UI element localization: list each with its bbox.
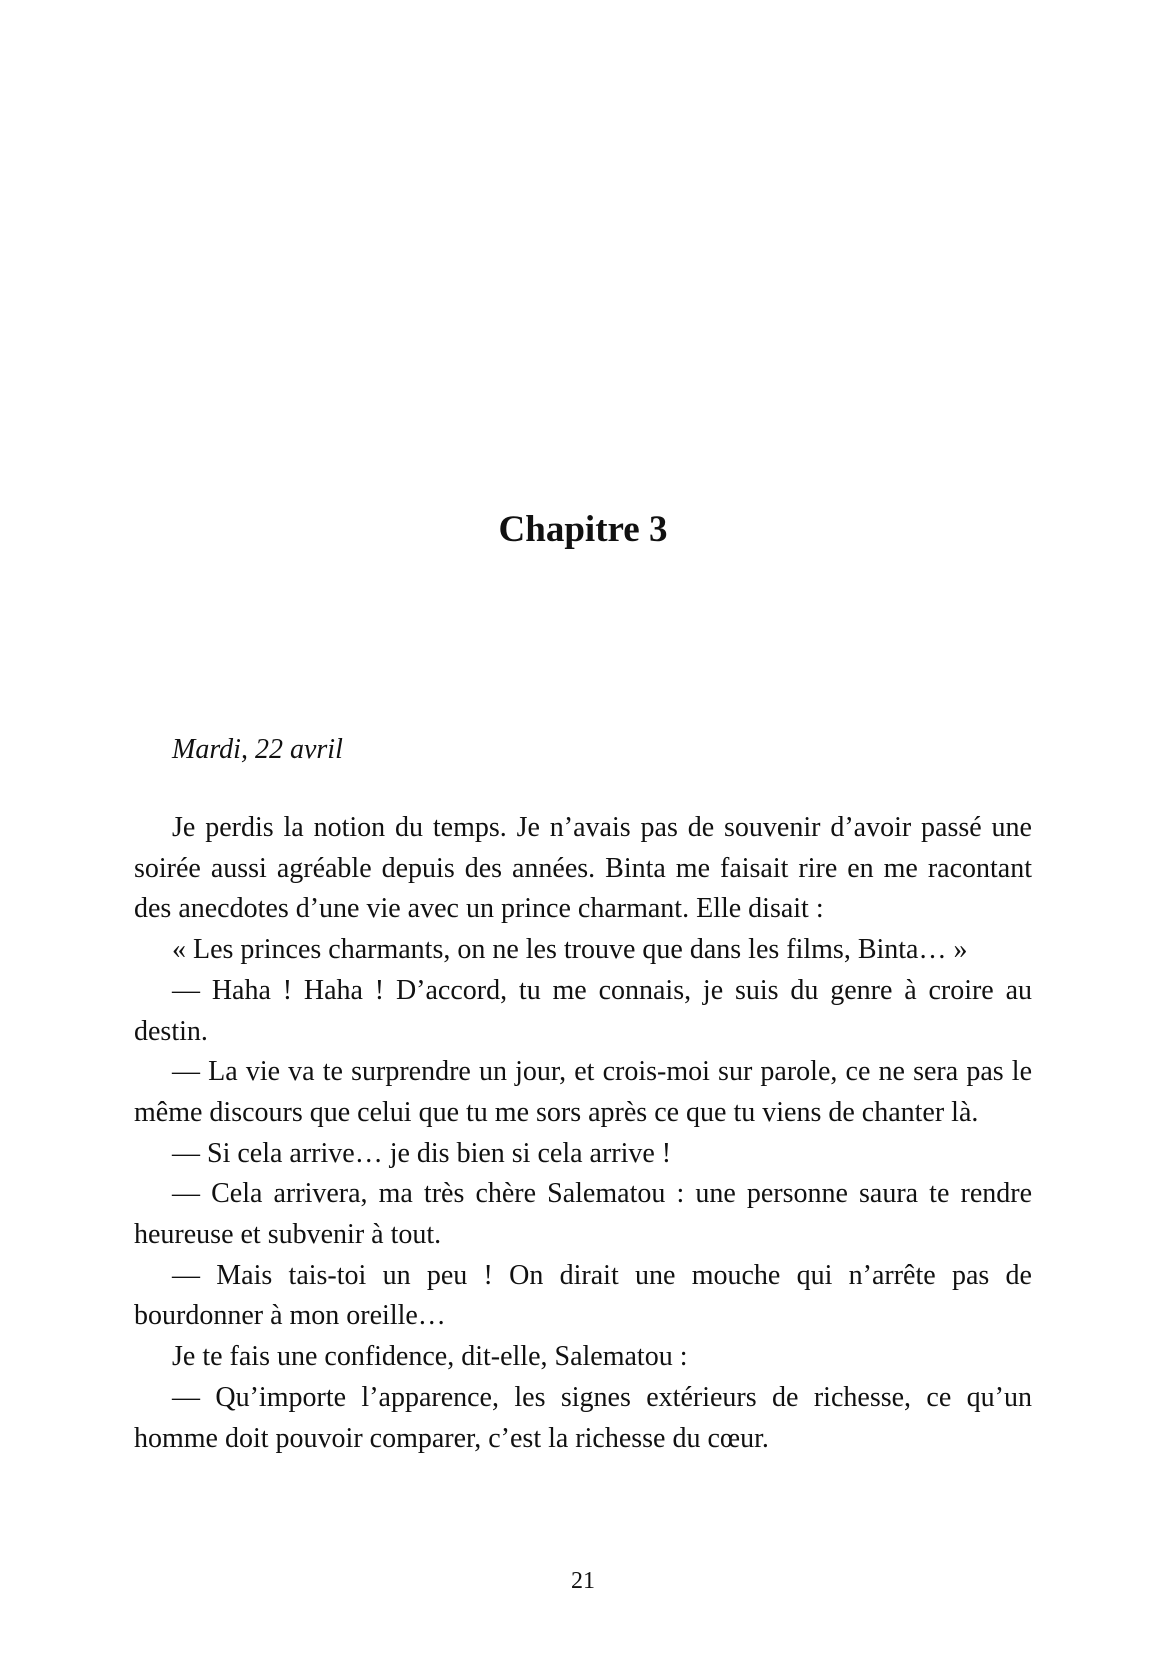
- paragraph: — Cela arrivera, ma très chère Salematou : une personne saura te rendre heureuse et subvenir à tout.: [134, 1178, 1032, 1251]
- paragraph: — Mais tais-toi un peu ! On dirait une mouche qui n’arrête pas de bourdonner à mon oreille…: [134, 1259, 1032, 1332]
- paragraph: — Si cela arrive… je dis bien si cela arrive !: [172, 1137, 672, 1169]
- paragraph: — Haha ! Haha ! D’accord, tu me connais, je suis du genre à croire au destin.: [134, 974, 1032, 1047]
- paragraph: Je te fais une confidence, dit-elle, Salematou :: [172, 1341, 688, 1373]
- body-text: [134, 808, 1032, 1459]
- date-line: Mardi, 22 avril: [172, 734, 343, 765]
- paragraph: — La vie va te surprendre un jour, et crois-moi sur parole, ce ne sera pas le même discours que celui que tu me sors après ce que tu viens de chanter là.: [134, 1056, 1032, 1128]
- chapter-title: Chapitre 3: [498, 509, 668, 550]
- paragraph: Je perdis la notion du temps. Je n’avais pas de souvenir d’avoir passé une soirée aussi agréable depuis des années. Binta me faisait rire en me racontant des anecdotes d’une vie avec un prince charmant. Elle disait :: [134, 812, 1032, 925]
- page-number: 21: [571, 1568, 595, 1594]
- paragraph: — Qu’importe l’apparence, les signes extérieurs de richesse, ce qu’un homme doit pouvoir comparer, c’est la richesse du cœur.: [134, 1381, 1032, 1454]
- paragraph: « Les princes charmants, on ne les trouve que dans les films, Binta… »: [172, 934, 968, 966]
